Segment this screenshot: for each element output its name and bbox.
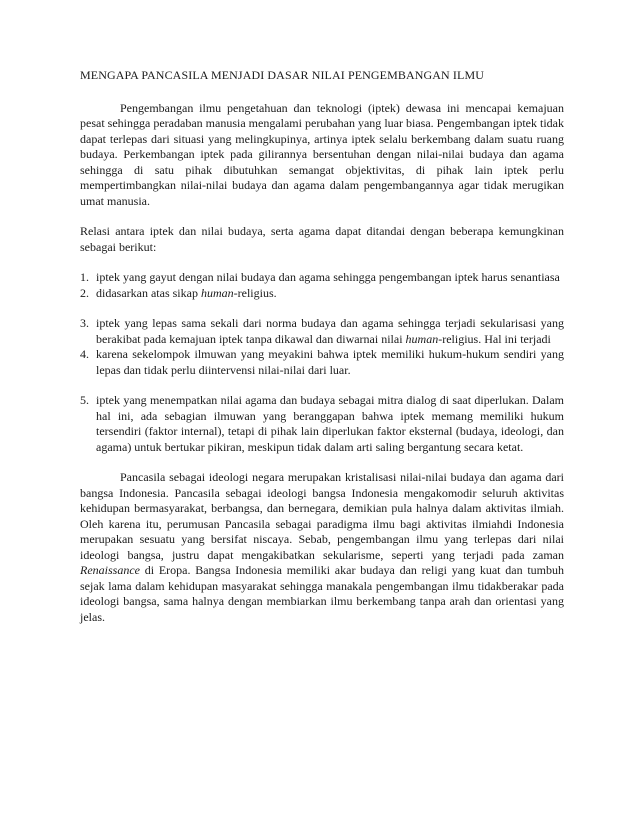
list-item <box>80 316 564 347</box>
list-number: 4. <box>80 347 89 361</box>
list-item <box>80 270 564 286</box>
list-item <box>80 286 564 302</box>
list-number: 3. <box>80 316 89 330</box>
list-number: 2. <box>80 285 89 300</box>
emphasis-text: Renaissance <box>80 563 140 577</box>
document-page <box>80 68 564 625</box>
emphasis-text: human <box>405 331 439 346</box>
list-number: 1. <box>80 270 89 284</box>
emphasis-text: human <box>200 285 234 300</box>
list-item-text: karena sekelompok ilmuwan yang meyakini bahwa iptek memiliki hukum-hukum sendiri yang lepas dan tidak perlu diintervensi nilai-nilai dari luar. <box>96 347 564 377</box>
list-item-text: iptek yang gayut dengan nilai budaya dan agama sehingga pengembangan iptek harus senantiasa <box>96 270 560 284</box>
list-item <box>80 393 564 455</box>
document-title: MENGAPA PANCASILA MENJADI DASAR NILAI PENGEMBANGAN ILMU <box>80 68 484 82</box>
list-item-text: iptek yang lepas sama sekali dari norma budaya dan agama sehingga terjadi sekularisasi yang berakibat pada kemajuan iptek tanpa dikawal dan diwarnai nilai <box>96 316 564 346</box>
list-item-text: iptek yang menempatkan nilai agama dan budaya sebagai mitra dialog di saat diperlukan. Dalam hal ini, ada sebagian ilmuwan yang beranggapan bahwa iptek memang memiliki hukum tersendiri (faktor internal), tetapi di pihak lain diperlukan faktor eksternal (budaya, ideologi, dan agama) untuk bertukar pikiran, meskipun tidak dalam arti saling bergantung secara ketat. <box>96 393 564 454</box>
paragraph-intro: Pengembangan ilmu pengetahuan dan teknologi (iptek) dewasa ini mencapai kemajuan pesat sehingga peradaban manusia mengalami perubahan yang luar biasa. Pengembangan iptek tidak dapat terlepas dari situasi yang melingkupinya, artinya iptek selalu berkembang dalam suatu ruang budaya. Perkembangan iptek pada gilirannya bersentuhan dengan nilai-nilai budaya dan agama sehingga di satu pihak dibutuhkan semangat objektivitas, di pihak lain iptek perlu mempertimbangkan nilai-nilai budaya dan agama dalam pengembangannya agar tidak merugikan umat manusia. <box>80 100 564 208</box>
paragraph-text: di Eropa. Bangsa Indonesia memiliki akar budaya dan religi yang kuat dan tumbuh sejak lama dalam kehidupan masyarakat sehingga manakala pengembangan ilmu tidakberakar pada ideologi bangsa, sama halnya dengan membiarkan ilmu berkembang tanpa arah dan orientasi yang jelas. <box>80 563 564 624</box>
paragraph-text: Pancasila sebagai ideologi negara merupakan kristalisasi nilai-nilai budaya dan agama dari bangsa Indonesia. Pancasila sebagai ideologi bangsa Indonesia mengakomodir seluruh aktivitas kehidupan bermasyarakat, berbangsa, dan bernegara, demikian pula halnya dalam aktivitas ilmiah. Oleh karena itu, perumusan Pancasila sebagai paradigma ilmu bagi aktivitas ilmiahdi Indonesia merupakan sesuatu yang bersifat niscaya. Sebab, pengembangan ilmu yang terlepas dari nilai ideologi bangsa, justru dapat mengakibatkan sekularisme, seperti yang terjadi pada zaman <box>80 470 564 562</box>
paragraph-pancasila <box>80 470 564 625</box>
list-number: 5. <box>80 393 89 407</box>
list-item-text: didasarkan atas sikap <box>96 285 201 300</box>
relation-list <box>80 270 564 455</box>
paragraph-relation: Relasi antara iptek dan nilai budaya, serta agama dapat ditandai dengan beberapa kemungkinan sebagai berikut: <box>80 224 564 254</box>
list-item-text: -religius. Hal ini terjadi <box>438 331 551 346</box>
list-item <box>80 347 564 378</box>
list-item-text: -religius. <box>233 285 277 300</box>
